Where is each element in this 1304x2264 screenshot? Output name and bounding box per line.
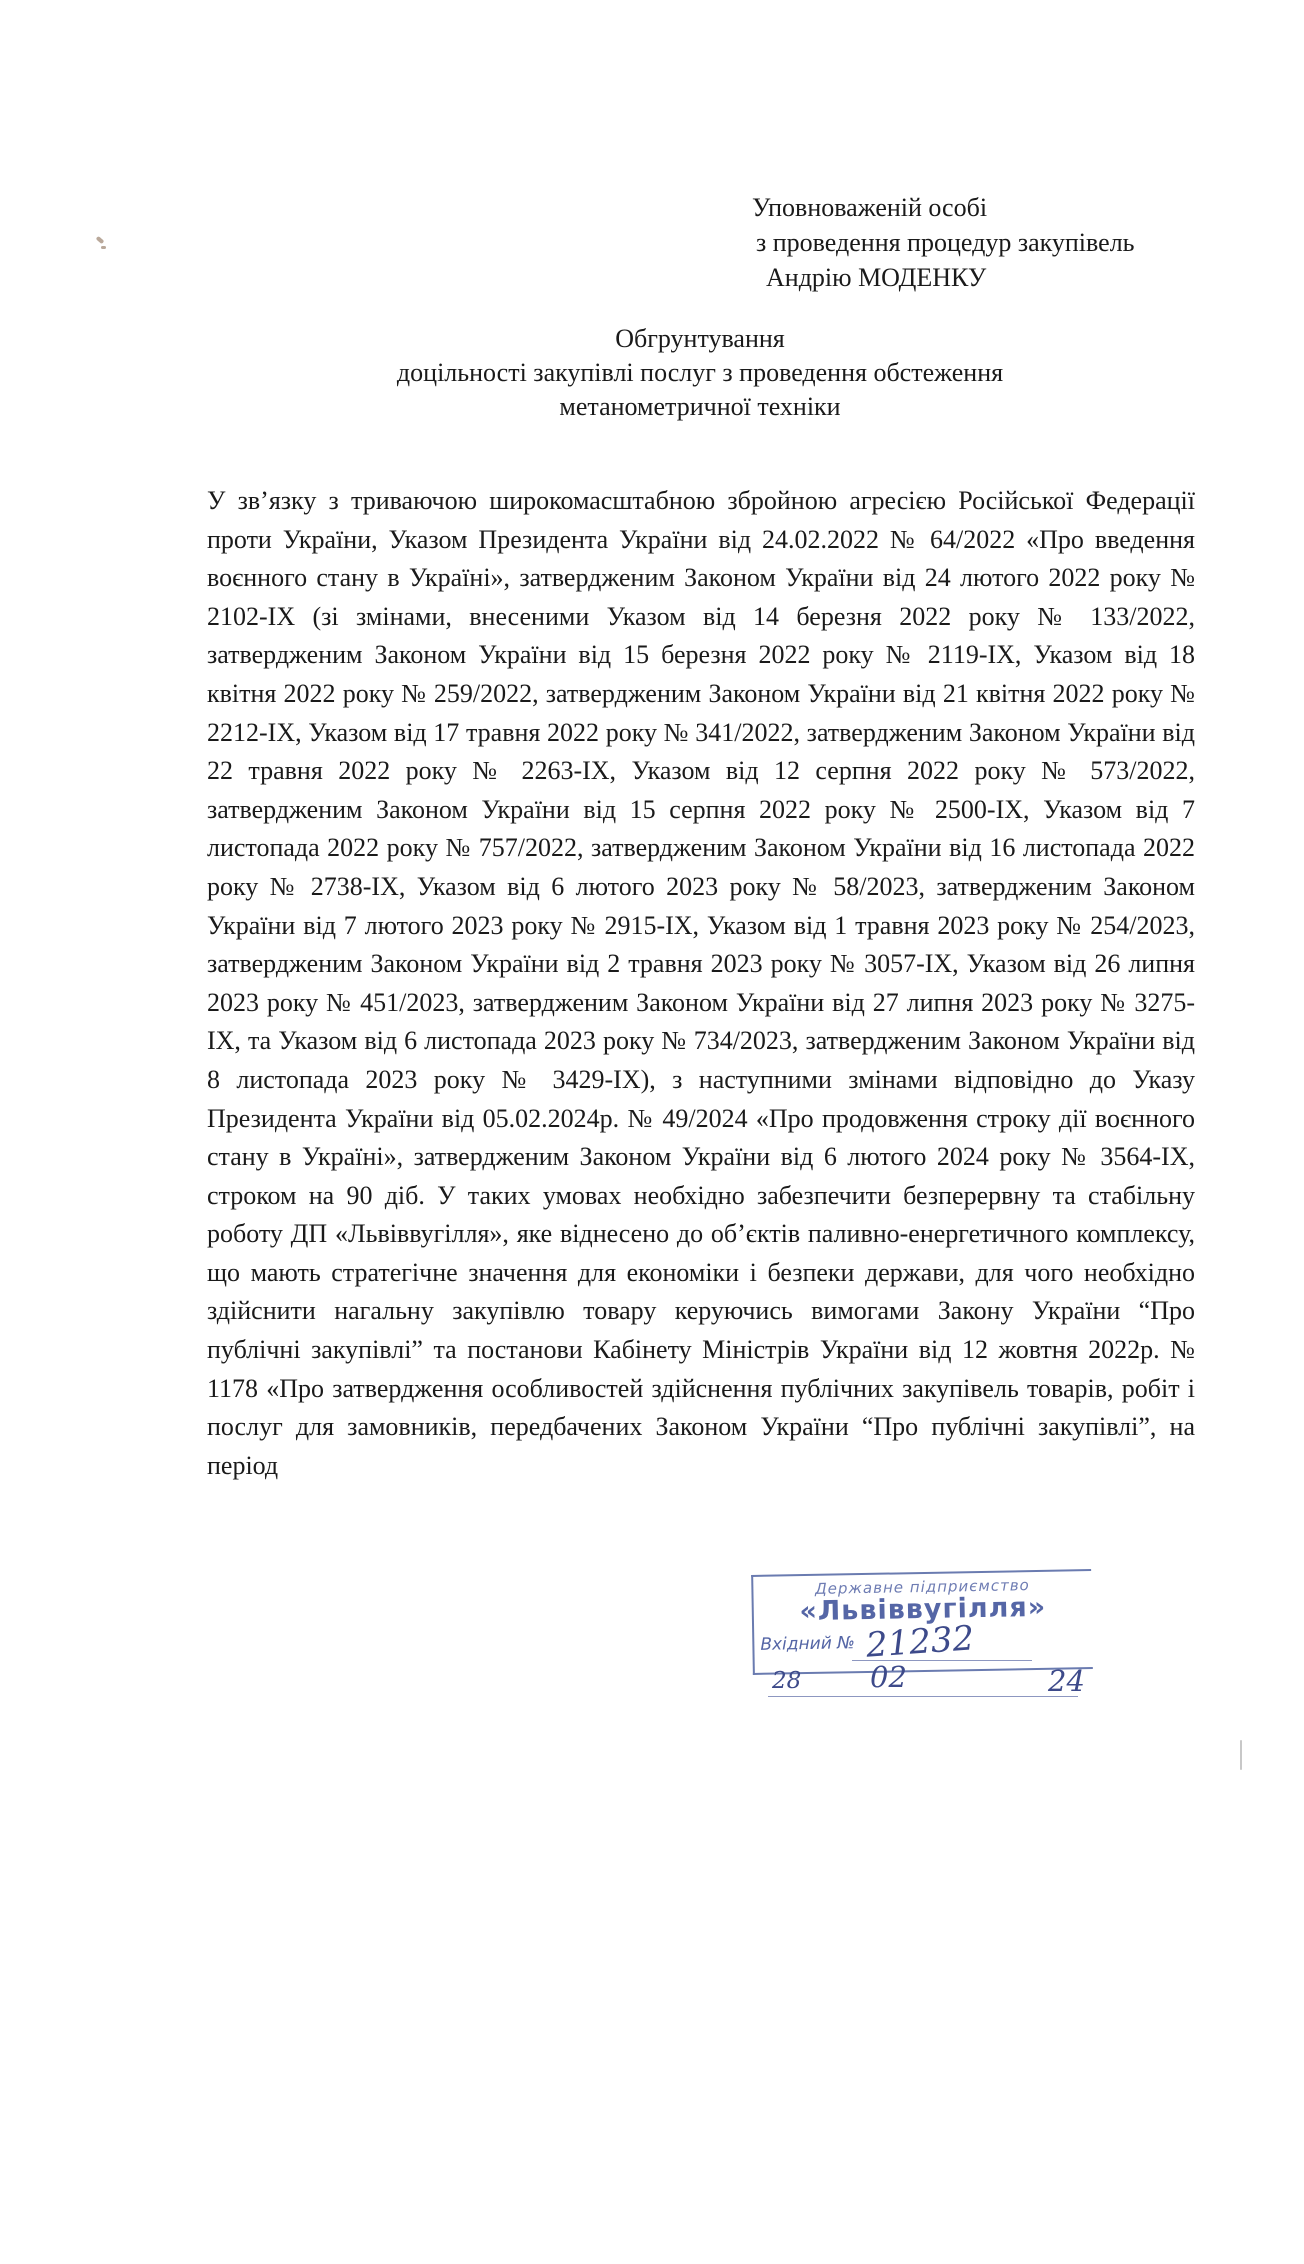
stamp-organization: Державне підприємство [814,1576,1030,1598]
title-line-3: метанометричної техніки [559,392,841,421]
body-paragraph: У зв’язку з триваючою широкомасштабною збройною агресією Російської Федерації проти України, Указом Президента України від 24.02.2022 № 64/2022 «Про введення воєнного стану в Україні», затвердженим Законом України від 24 лютого 2022 року № 2102-IX (зі змінами, внесеними Указом від 14 березня 2022 року № 133/2022, затвердженим Законом України від 15 березня 2022 року № 2119-IX, Указом від 18 квітня 2022 року № 259/2022, затвердженим Законом України від 21 квітня 2022 року № 2212-IX, Указом від 17 травня 2022 року № 341/2022, затвердженим Законом України від 22 травня 2022 року № 2263-IX, Указом від 12 серпня 2022 року № 573/2022, затвердженим Законом України від 15 серпня 2022 року № 2500-IX, Указом від 7 листопада 2022 року № 757/2022, затвердженим Законом України від 16 листопада 2022 року № 2738-IX, Указом від 6 лютого 2023 року № 58/2023, затвердженим Законом України від 7 лютого 2023 року № 2915-IX, Указом від 1 травня 2023 року № 254/2023, затвердженим Законом України від 2 травня 2023 року № 3057-IX, Указом від 26 липня 2023 року № 451/2023, затвердженим Законом України від 27 липня 2023 року № 3275-IX, та Указом від 6 листопада 2023 року № 734/2023, затвердженим Законом України від 8 листопада 2023 року № 3429-IX), з наступними змінами відповідно до Указу Президента України від 05.02.2024р. № 49/2024 «Про продовження строку дії воєнного стану в Україні», затвердженим Законом України від 6 лютого 2024 року № 3564-IX, строком на 90 діб. У таких умовах необхідно забезпечити безперервну та стабільну роботу ДП «Львіввугілля», яке віднесено до об’єктів паливно-енергетичного комплексу, що мають стратегічне значення для економіки і безпеки держави, для чого необхідно здійснити нагальну закупівлю товару керуючись вимогами Закону України “Про публічні закупівлі” та постанови Кабінету Міністрів України від 12 жовтня 2022р. № 1178 «Про затвердження особливостей здійснення публічних закупівель товарів, робіт і послуг для замовників, передбачених Законом України “Про публічні закупівлі”, на період [207,486,1195,1480]
addressee-line-2: з проведення процедур закупівель [756,228,1135,257]
document-title [300,322,1100,424]
stamp-enterprise-name: «Львіввугілля» [799,1591,1047,1628]
handwritten-day: 28 [772,1668,802,1694]
title-line-1: Обгрунтування [615,324,785,353]
stamp-incoming-label: Вхідний № [760,1633,856,1655]
handwritten-year: 24 [1048,1664,1085,1698]
addressee-block [752,190,1222,295]
handwritten-incoming-number: 21232 [864,1618,976,1666]
addressee-line-1: Уповноваженій особі [752,193,988,222]
scan-speck [96,236,105,244]
title-line-2: доцільності закупівлі послуг з проведення обстеження [396,358,1004,387]
addressee-line-3: Андрію МОДЕНКУ [766,263,987,292]
scan-edge-mark [1240,1740,1242,1770]
handwritten-month: 02 [870,1660,907,1694]
scan-speck [101,246,106,249]
stamp-date-line [768,1696,1078,1697]
